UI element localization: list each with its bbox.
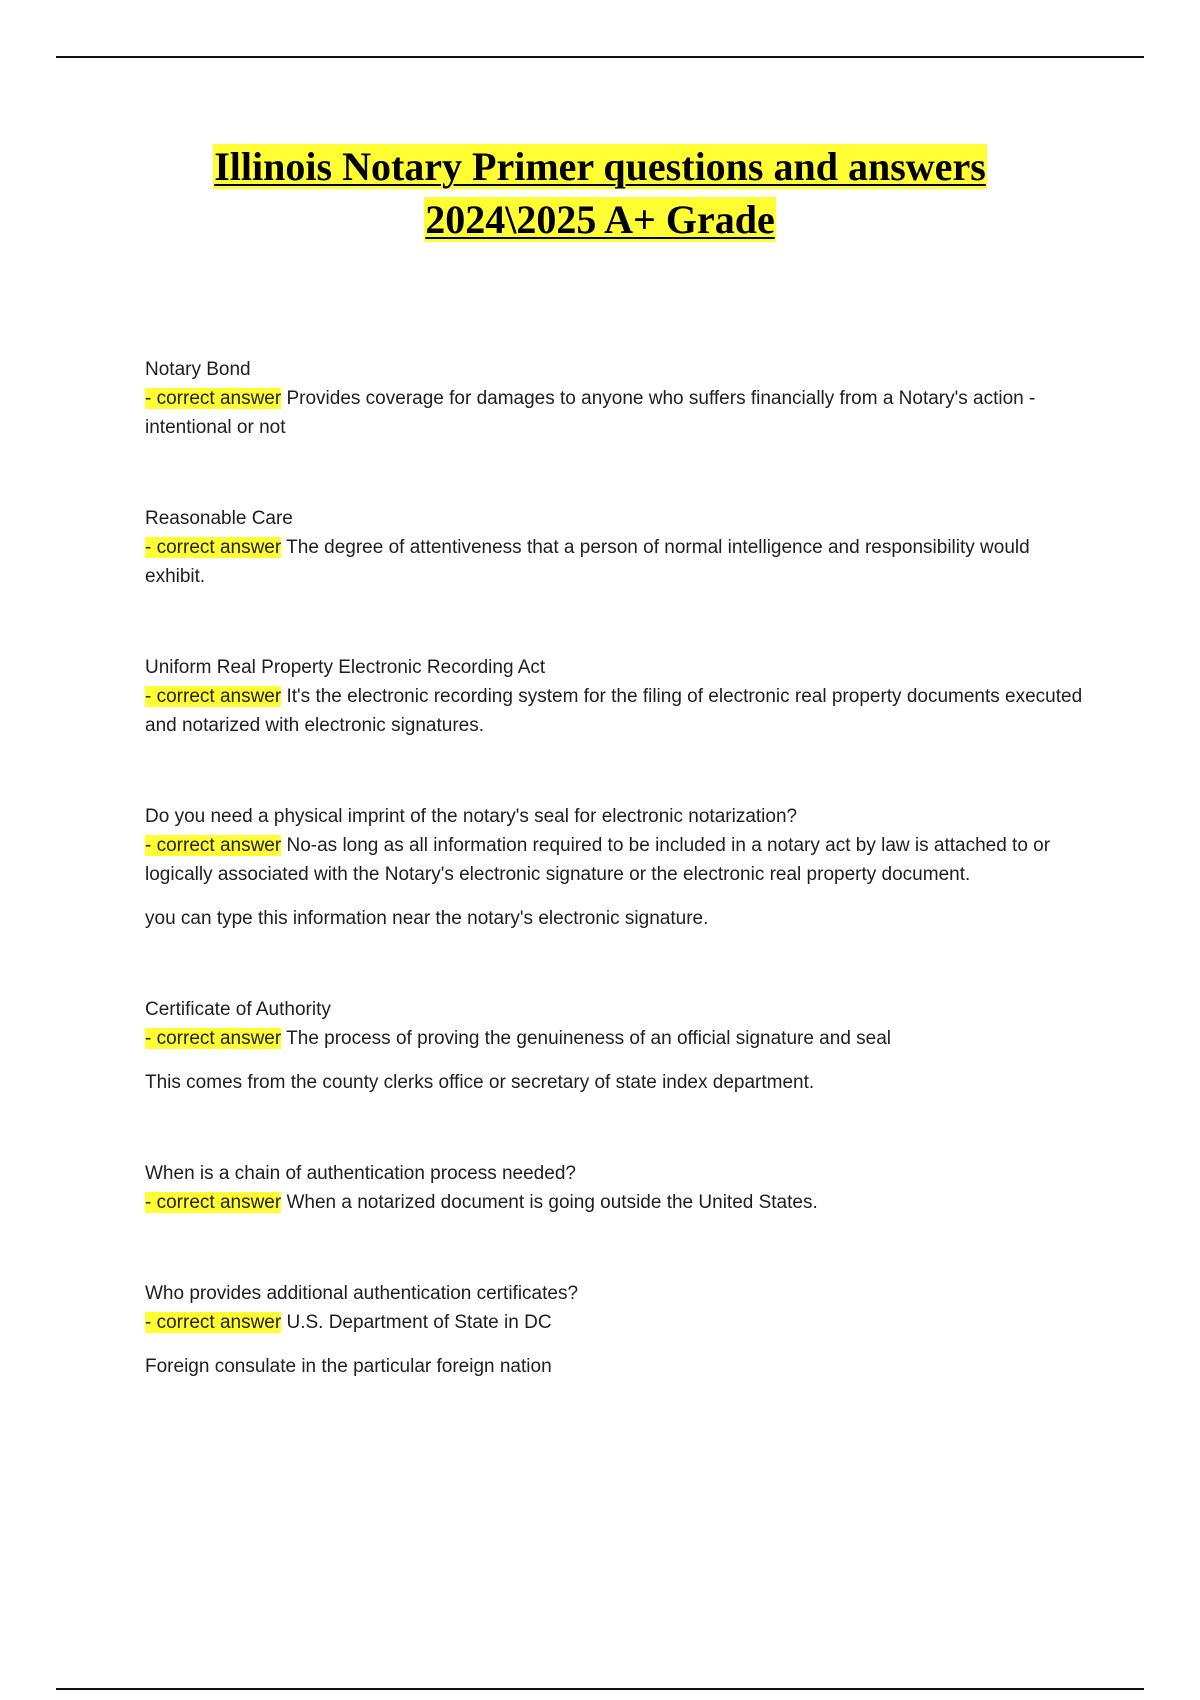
- correct-answer-label: - correct answer: [145, 1312, 282, 1333]
- answer-body: Provides coverage for damages to anyone who suffers financially from a Notary's action - intentional or not: [145, 388, 1036, 438]
- answer-body: When a notarized document is going outside the United States.: [286, 1192, 818, 1213]
- footer-rule: [56, 1688, 1144, 1690]
- title-line-2: 2024\2025 A+ Grade: [425, 197, 775, 242]
- answer-body: No-as long as all information required to be included in a notary act by law is attached to or logically associated with the Notary's electronic signature or the electronic real property document.: [145, 835, 1051, 885]
- answer-body: The process of proving the genuineness of an official signature and seal: [286, 1028, 892, 1049]
- qa-item: [145, 995, 1095, 1097]
- qa-item: [145, 355, 1095, 442]
- qa-item: [145, 504, 1095, 591]
- answer-body: U.S. Department of State in DC: [286, 1312, 552, 1333]
- qa-list: [145, 355, 1095, 1381]
- qa-item: [145, 802, 1095, 933]
- question-text: Certificate of Authority: [145, 999, 331, 1020]
- correct-answer-label: - correct answer: [145, 686, 282, 707]
- answer-body: It's the electronic recording system for the filing of electronic real property documents executed and notarized with electronic signatures.: [145, 686, 1083, 736]
- qa-item: [145, 653, 1095, 740]
- correct-answer-label: - correct answer: [145, 388, 282, 409]
- qa-item: [145, 1279, 1095, 1381]
- answer-text: [145, 831, 1095, 889]
- correct-answer-label: - correct answer: [145, 537, 282, 558]
- question-text: Reasonable Care: [145, 508, 293, 529]
- title-line-1: Illinois Notary Primer questions and answers: [214, 144, 986, 189]
- answer-note: Foreign consulate in the particular foreign nation: [145, 1356, 552, 1377]
- qa-item: [145, 1159, 1095, 1217]
- question-text: When is a chain of authentication process needed?: [145, 1163, 576, 1184]
- answer-text: [145, 1188, 1095, 1217]
- answer-note: you can type this information near the notary's electronic signature.: [145, 908, 709, 929]
- answer-note: This comes from the county clerks office or secretary of state index department.: [145, 1072, 815, 1093]
- header-rule: [56, 56, 1144, 58]
- answer-text: [145, 384, 1095, 442]
- question-text: Uniform Real Property Electronic Recording Act: [145, 657, 546, 678]
- question-text: Notary Bond: [145, 359, 251, 380]
- answer-text: [145, 533, 1095, 591]
- answer-text: [145, 682, 1095, 740]
- answer-text: [145, 1308, 1095, 1337]
- correct-answer-label: - correct answer: [145, 1028, 282, 1049]
- question-text: Do you need a physical imprint of the notary's seal for electronic notarization?: [145, 806, 798, 827]
- answer-text: [145, 1024, 1095, 1053]
- question-text: Who provides additional authentication certificates?: [145, 1283, 579, 1304]
- correct-answer-label: - correct answer: [145, 1192, 282, 1213]
- answer-body: The degree of attentiveness that a person of normal intelligence and responsibility would exhibit.: [145, 537, 1030, 587]
- document-title: [0, 140, 1200, 246]
- correct-answer-label: - correct answer: [145, 835, 282, 856]
